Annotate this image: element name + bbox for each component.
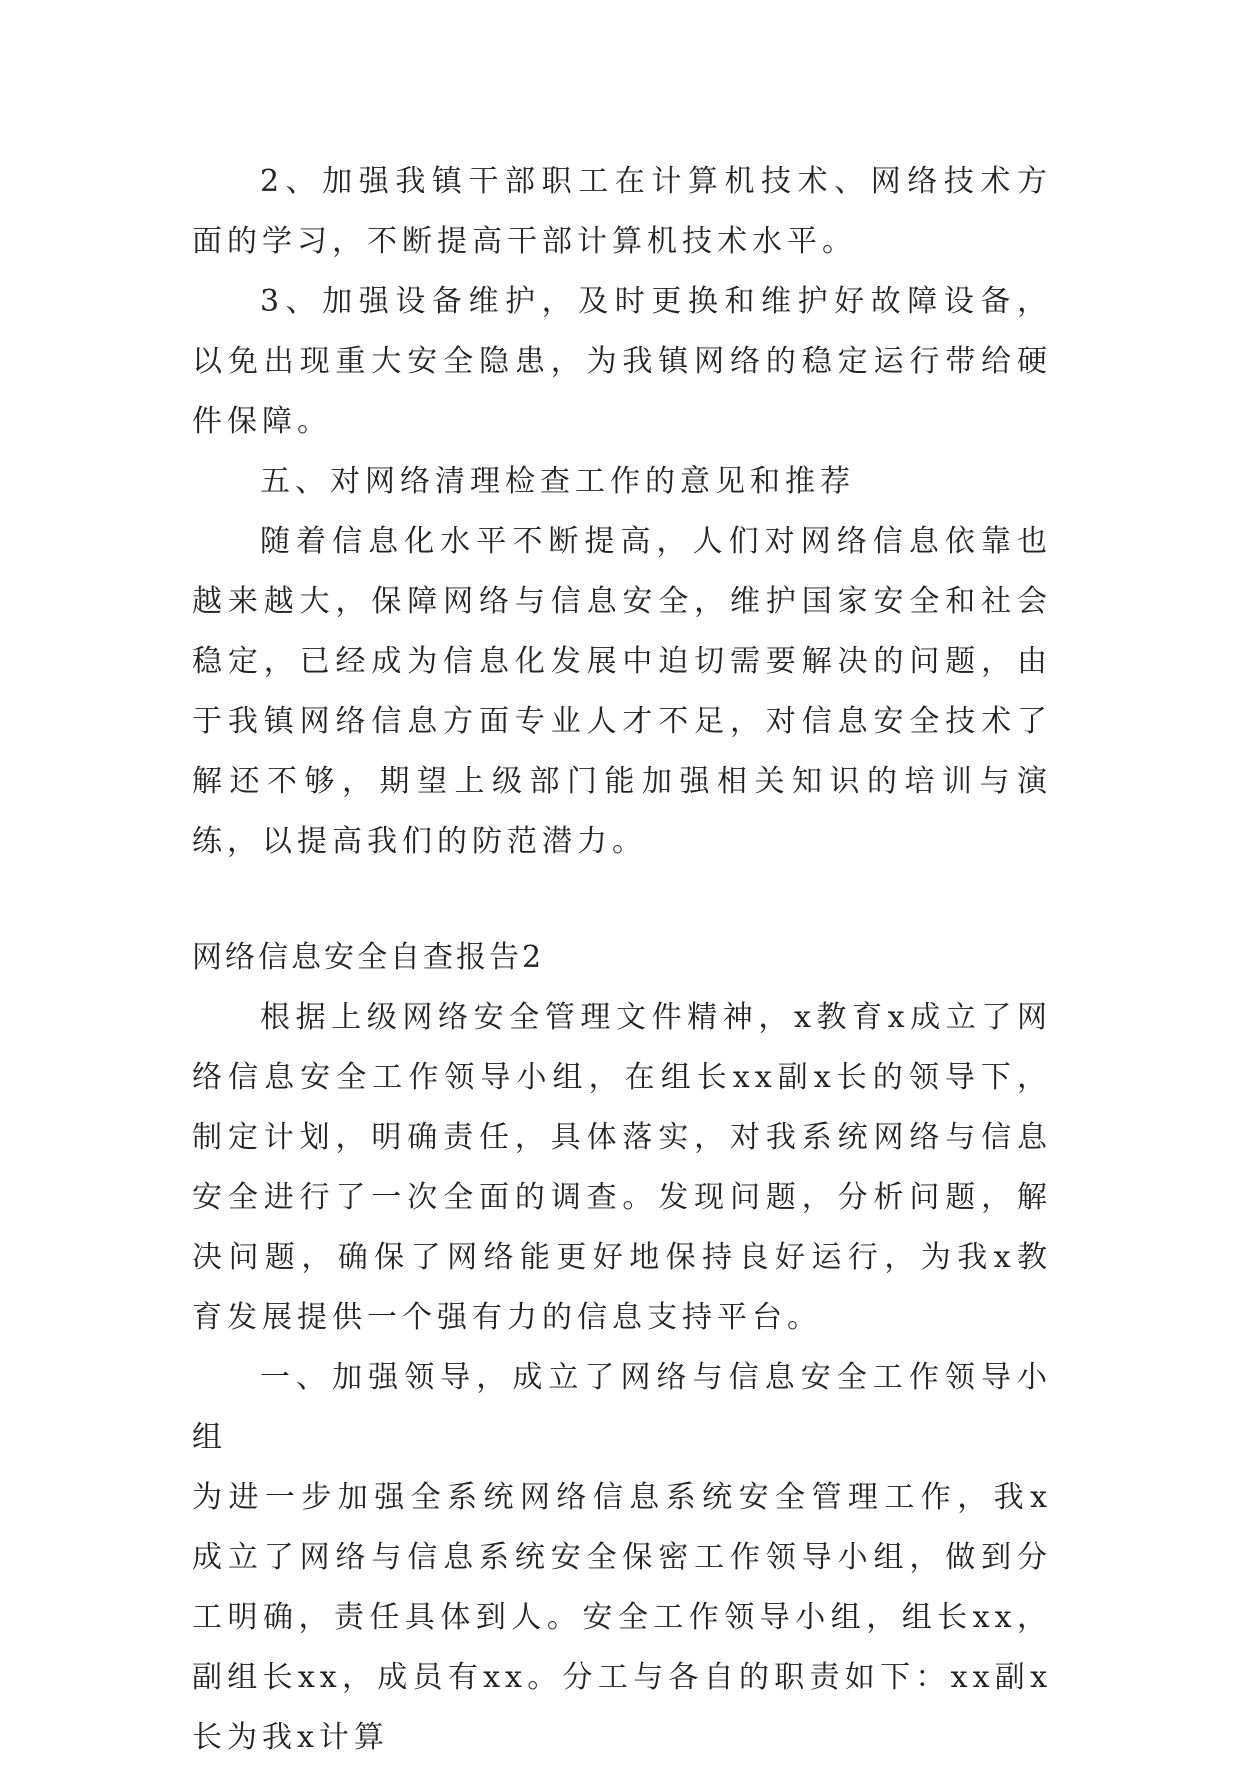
section-heading-one: 一、加强领导，成立了网络与信息安全工作领导小组 (192, 1360, 1052, 1455)
paragraph-recommendation: 随着信息化水平不断提高，人们对网络信息依靠也越来越大，保障网络与信息安全，维护国家安全和社会稳定，已经成为信息化发展中迫切需要解决的问题，由于我镇网络信息方面专业人才不足，对信息安全技术了解还不够，期望上级部门能加强相关知识的培训与演练，以提高我们的防范潜力。 (192, 524, 1052, 859)
paragraph-item-3: 3、加强设备维护，及时更换和维护好故障设备，以免出现重大安全隐患，为我镇网络的稳定运行带给硬件保障。 (192, 284, 1052, 439)
paragraph-intro: 根据上级网络安全管理文件精神，x教育x成立了网络信息安全工作领导小组，在组长xx副x长的领导下，制定计划，明确责任，具体落实，对我系统网络与信息安全进行了一次全面的调查。发现问题，分析问题，解决问题，确保了网络能更好地保持良好运行，为我x教育发展提供一个强有力的信息支持平台。 (192, 1000, 1052, 1335)
paragraph-item-2: 2、加强我镇干部职工在计算机技术、网络技术方面的学习，不断提高干部计算机技术水平。 (192, 164, 1052, 259)
document-body (192, 152, 1052, 1768)
paragraph-leadership: 为进一步加强全系统网络信息系统安全管理工作，我x成立了网络与信息系统安全保密工作领导小组，做到分工明确，责任具体到人。安全工作领导小组，组长xx，副组长xx，成员有xx。分工与各自的职责如下：xx副x长为我x计算 (192, 1480, 1052, 1755)
section-title: 网络信息安全自查报告2 (192, 940, 545, 975)
section-heading-five: 五、对网络清理检查工作的意见和推荐 (260, 464, 855, 499)
